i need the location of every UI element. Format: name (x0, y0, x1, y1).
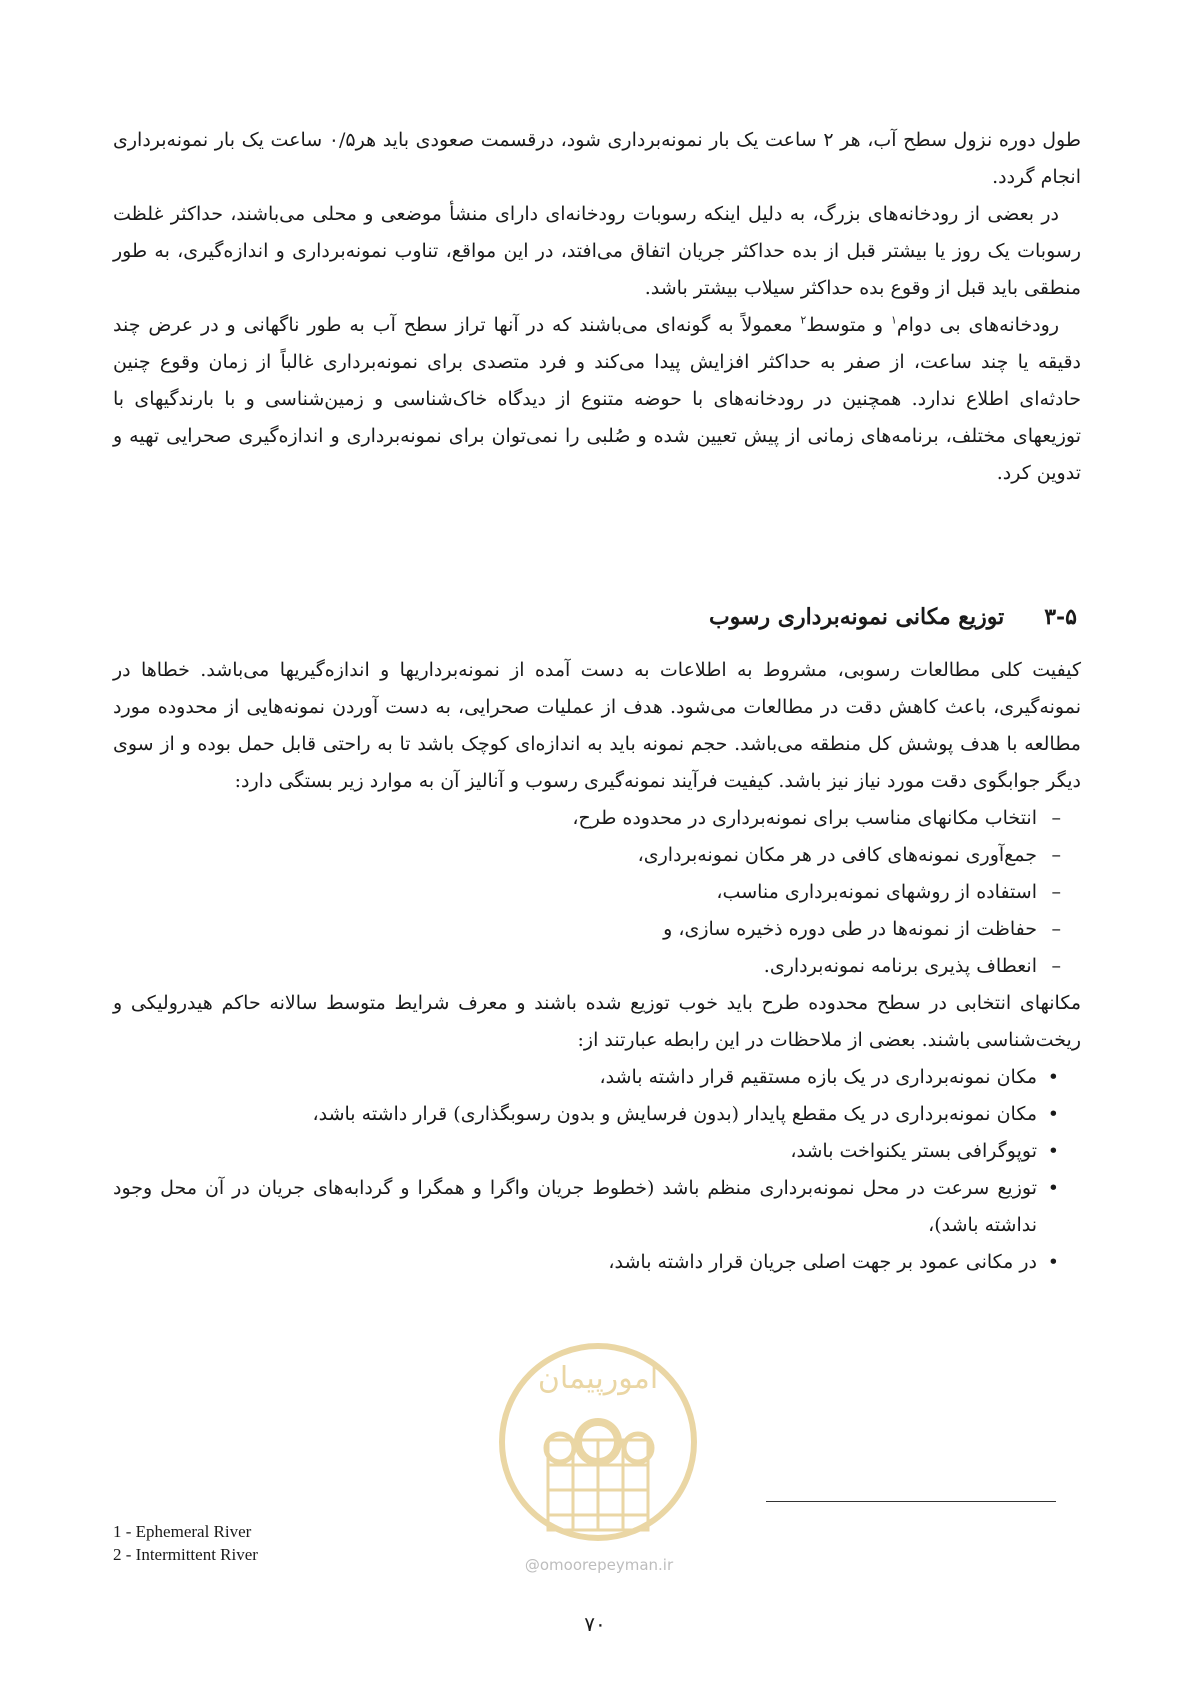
list-item: • توپوگرافی بستر یکنواخت باشد، (113, 1133, 1081, 1170)
footnote-ref-1: ۱ (890, 313, 897, 327)
list-item: • مکان نمونه‌برداری در یک مقطع پایدار (بدون فرسایش و بدون رسوبگذاری) قرار داشته باشد، (113, 1096, 1081, 1133)
paragraph-block-1 (113, 122, 1081, 492)
text-run: معمولاً به گونه‌ای می‌باشند که در آنها تراز سطح آب به طور ناگهانی و در عرض چند دقیقه یا چند ساعت، از صفر به حداکثر افزایش پیدا می‌کند و فرد متصدی برای نمونه‌برداری غالباً از زمان وقوع چنین حادثه‌ای اطلاع ندارد. همچنین در رودخانه‌های با حوضه متنوع از دیدگاه خاک‌شناسی و زمین‌شناسی و با بارندگیهای با توزیعهای مختلف، برنامه‌های زمانی از پیش تعیین شده و صُلبی را نمی‌توان برای نمونه‌برداری و اندازه‌گیری صحرایی تهیه و تدوین کرد. (113, 314, 1081, 484)
list-item: • توزیع سرعت در محل نمونه‌برداری منظم باشد (خطوط جریان واگرا و همگرا و گردابه‌های جریان در آن محل وجود نداشته باشد)، (113, 1170, 1081, 1244)
list-item: • مکان نمونه‌برداری در یک بازه مستقیم قرار داشته باشد، (113, 1059, 1081, 1096)
paragraph-ephemeral-rivers (113, 307, 1081, 492)
paragraph-locations-intro: مکانهای انتخابی در سطح محدوده طرح باید خوب توزیع شده باشند و معرف شرایط متوسط سالانه حاکم هیدرولیکی و ریخت‌شناسی باشند. بعضی از ملاحظات در این رابطه عبارتند از: (113, 992, 1081, 1051)
paragraph-large-rivers: در بعضی از رودخانه‌های بزرگ، به دلیل اینکه رسوبات رودخانه‌ای دارای منشأ موضعی و محلی می‌باشند، حداکثر غلظت رسوبات یک روز یا بیشتر قبل از بده حداکثر جریان اتفاق می‌افتد، در این مواقع، تناوب نمونه‌برداری و اندازه‌گیری، به طور منطقی باید قبل از وقوع بده حداکثر سیلاب بیشتر باشد. (113, 203, 1081, 299)
list-item: – انعطاف پذیری برنامه نمونه‌برداری. (113, 948, 1081, 985)
footnote-1: 1 - Ephemeral River (113, 1522, 252, 1541)
footnote-divider (766, 1501, 1056, 1502)
section-number: ۳-۵ (1044, 604, 1077, 630)
footnote-2: 2 - Intermittent River (113, 1545, 258, 1564)
footnote-ref-2: ۲ (800, 313, 807, 327)
list-item: – انتخاب مکانهای مناسب برای نمونه‌برداری در محدوده طرح، (113, 800, 1081, 837)
dash-list (113, 800, 1081, 985)
text-run: و متوسط (806, 314, 891, 336)
watermark-logo-text: امورپیمان (537, 1361, 659, 1396)
list-item: – استفاده از روشهای نمونه‌برداری مناسب، (113, 874, 1081, 911)
paragraph-sampling-interval: طول دوره نزول سطح آب، هر ۲ ساعت یک بار نمونه‌برداری شود، درقسمت صعودی باید هر۰/۵ ساعت یک بار نمونه‌برداری انجام گردد. (113, 129, 1081, 188)
paragraph-block-2 (113, 652, 1081, 1281)
footnotes (113, 1520, 258, 1566)
paragraph-section-intro: کیفیت کلی مطالعات رسوبی، مشروط به اطلاعات به دست آمده از نمونه‌برداریها و اندازه‌گیریها می‌باشد. خطاها در نمونه‌گیری، باعث کاهش دقت در مطالعات می‌شود. هدف از عملیات صحرایی، به دست آوردن نمونه‌هایی از محدوده مورد مطالعه با هدف پوشش کل منطقه می‌باشد. حجم نمونه باید به اندازه‌ای کوچک باشد تا به راحتی قابل حمل بوده و از سوی دیگر جوابگوی دقت مورد نیاز نیز باشد. کیفیت فرآیند نمونه‌گیری رسوب و آنالیز آن به موارد زیر بستگی دارد: (113, 659, 1081, 792)
watermark-logo-icon (488, 1330, 708, 1560)
section-title: توزیع مکانی نمونه‌برداری رسوب (708, 604, 1005, 630)
bullet-list (113, 1059, 1081, 1281)
page-number: ۷۰ (584, 1612, 606, 1636)
section-heading (709, 604, 1077, 630)
text-run: رودخانه‌های بی دوام (896, 314, 1059, 336)
list-item: – جمع‌آوری نمونه‌های کافی در هر مکان نمونه‌برداری، (113, 837, 1081, 874)
watermark-url: @omoorepeyman.ir (524, 1556, 674, 1574)
list-item: • در مکانی عمود بر جهت اصلی جریان قرار داشته باشد، (113, 1244, 1081, 1281)
list-item: – حفاظت از نمونه‌ها در طی دوره ذخیره سازی، و (113, 911, 1081, 948)
